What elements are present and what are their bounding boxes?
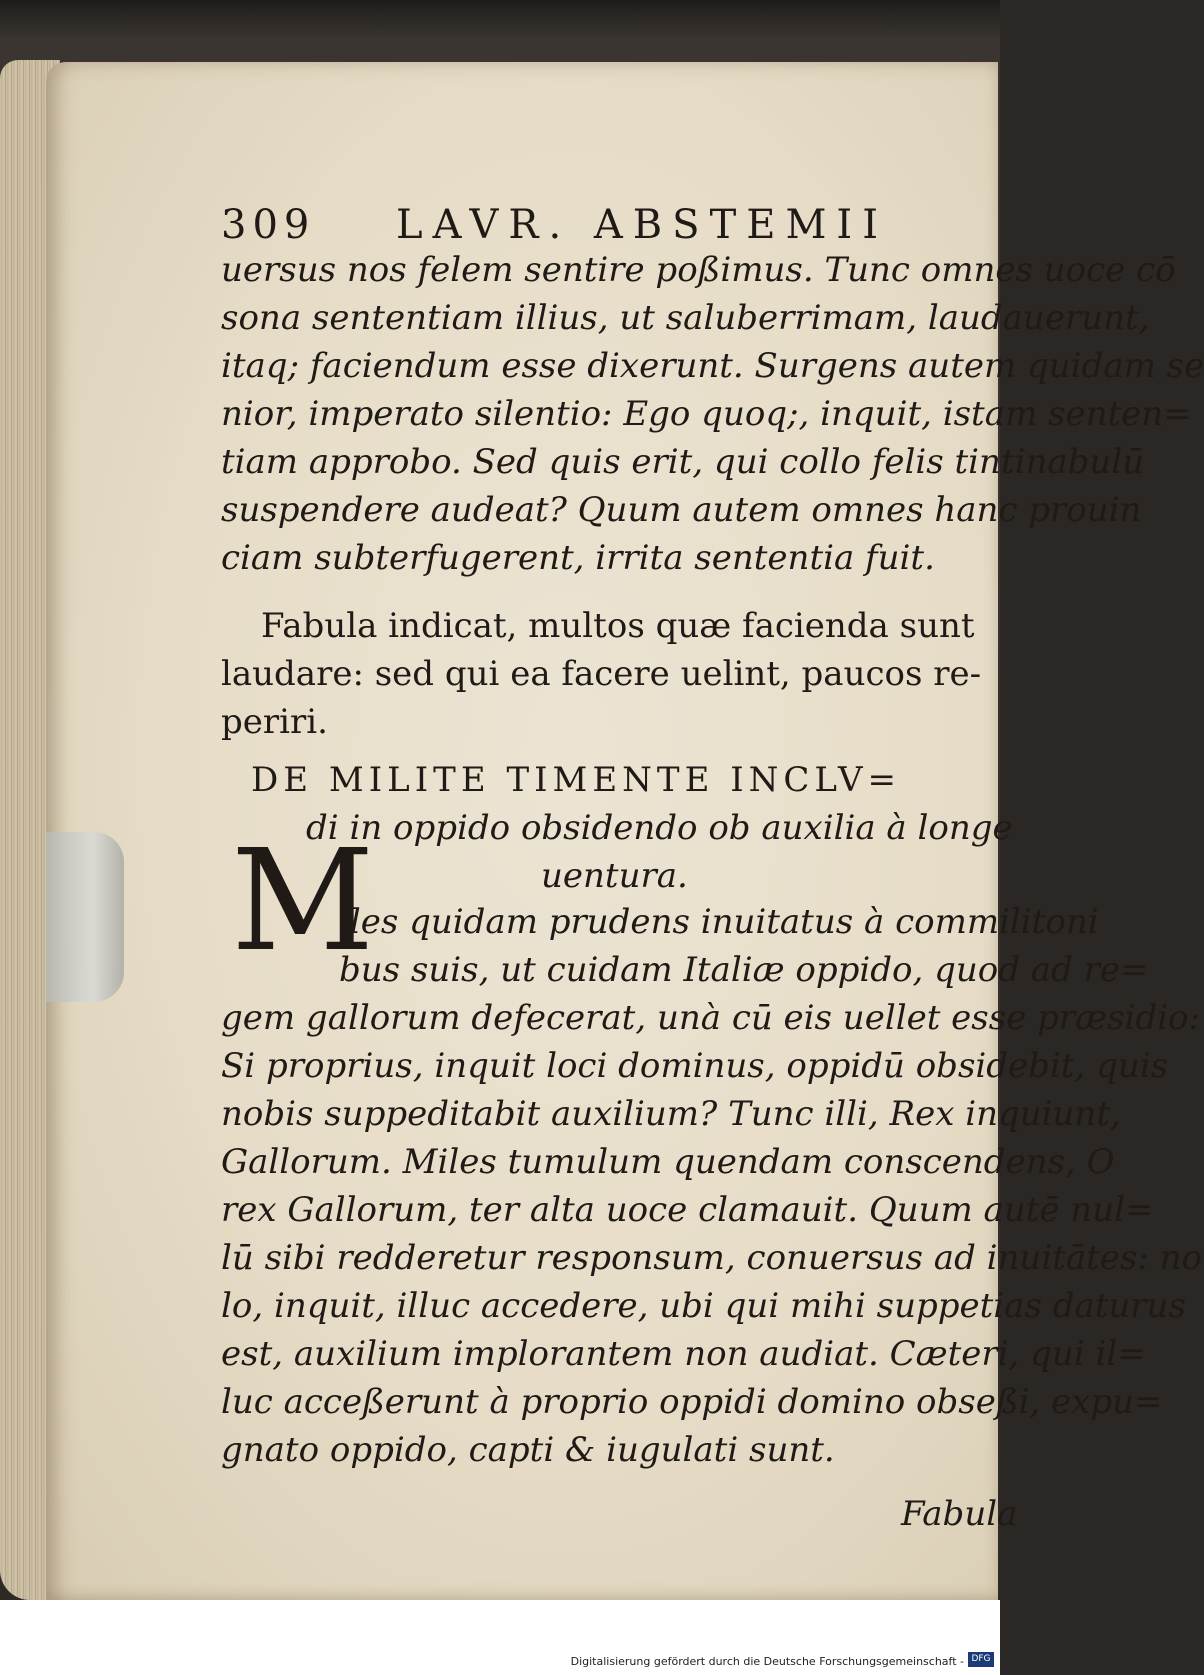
- text-line: uersus nos felem sentire poßimus. Tunc omnes uoce cō: [221, 250, 1176, 290]
- text-line: iles quidam prudens inuitatus à commilitoni: [339, 902, 1099, 942]
- page-clip: [46, 832, 124, 1002]
- text-line: periri.: [221, 702, 328, 742]
- running-head: LAVR. ABSTEMII: [396, 202, 889, 248]
- dfg-logo: DFG: [968, 1652, 994, 1667]
- drop-cap: M: [231, 820, 375, 983]
- text-line: nior, imperato silentio: Ego quoq;, inquit, istam senten=: [221, 394, 1192, 434]
- text-line: lū sibi redderetur responsum, conuersus ad inuitātes: no: [221, 1238, 1202, 1278]
- text-line: ciam subterfugerent, irrita sententia fuit.: [221, 538, 935, 578]
- catchword: Fabula: [901, 1494, 1018, 1534]
- page-number: 309: [221, 202, 316, 248]
- text-line: tiam approbo. Sed quis erit, qui collo felis tintinabulū: [221, 442, 1145, 482]
- book-page: [46, 62, 1204, 1607]
- heading-line: di in oppido obsidendo ob auxilia à longe: [306, 808, 1013, 848]
- text-line: Si proprius, inquit loci dominus, oppidū obsidebit, quis: [221, 1046, 1169, 1086]
- text-line: lo, inquit, illuc accedere, ubi qui mihi suppetias daturus: [221, 1286, 1186, 1326]
- text-line: bus suis, ut cuidam Italiæ oppido, quod ad re=: [339, 950, 1149, 990]
- text-line: laudare: sed qui ea facere uelint, paucos re-: [221, 654, 982, 694]
- text-line: Gallorum. Miles tumulum quendam conscendens, O: [221, 1142, 1115, 1182]
- text-line: nobis suppeditabit auxilium? Tunc illi, Rex inquiunt,: [221, 1094, 1121, 1134]
- text-line: Fabula indicat, multos quæ facienda sunt: [261, 606, 975, 646]
- text-line: itaq; faciendum esse dixerunt. Surgens autem quidam se: [221, 346, 1204, 386]
- digitization-footer: [0, 1600, 1000, 1675]
- text-line: est, auxilium implorantem non audiat. Cæteri, qui il=: [221, 1334, 1146, 1374]
- text-line: gnato oppido, capti & iugulati sunt.: [221, 1430, 835, 1470]
- text-line: luc acceßerunt à proprio oppidi domino obseßi, expu=: [221, 1382, 1163, 1422]
- heading-line: uentura.: [541, 856, 688, 896]
- text-line: rex Gallorum, ter alta uoce clamauit. Quum autē nul=: [221, 1190, 1154, 1230]
- funding-credit: Digitalisierung gefördert durch die Deutsche Forschungsgemeinschaft -: [570, 1655, 964, 1668]
- text-line: gem gallorum defecerat, unà cū eis uellet esse præsidio:: [221, 998, 1200, 1038]
- text-line: sona sententiam illius, ut saluberrimam, laudauerunt,: [221, 298, 1150, 338]
- text-line: suspendere audeat? Quum autem omnes hanc prouin: [221, 490, 1142, 530]
- heading-line: DE MILITE TIMENTE INCLV=: [251, 760, 902, 800]
